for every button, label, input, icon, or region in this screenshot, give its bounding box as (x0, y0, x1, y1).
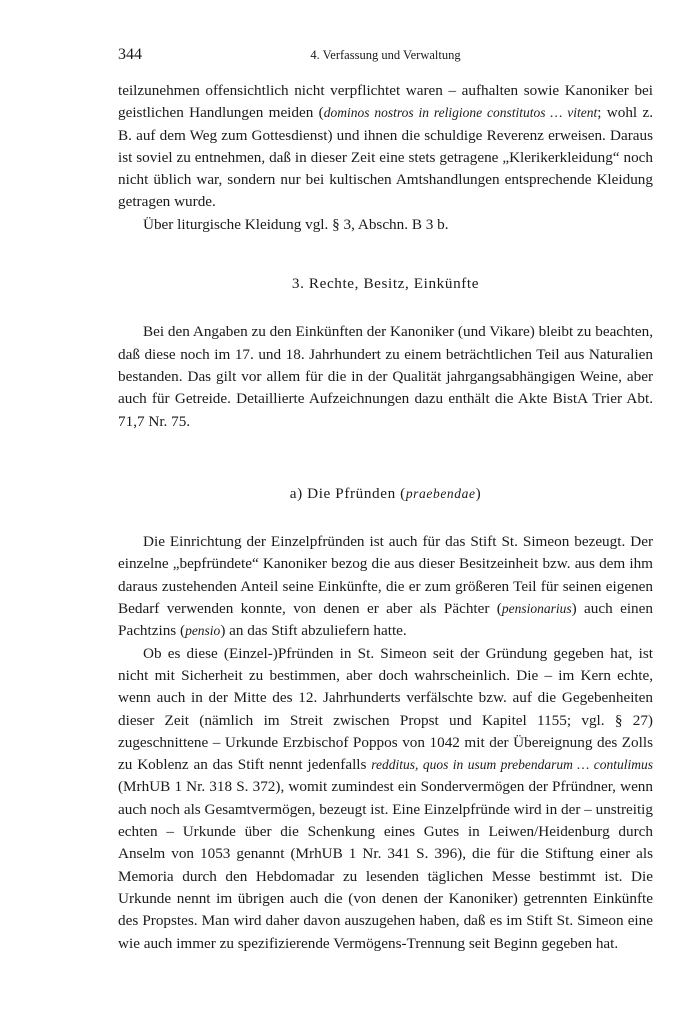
text-run: ) auch einen Pachtzins ( (118, 600, 653, 640)
text-run: Die Einrichtung der Einzelpfründen ist auch für das Stift St. Simeon bezeugt. Der einzelne „bepfründete“ Kanoniker bezog die aus dieser Besitzeinheit bzw. aus dem ihm daraus zustehenden Anteil seine Einkünfte, die er zum größeren Teil für seinen eigenen Bedarf verwenden konnte, von denen er aber als Pächter ( (118, 533, 653, 618)
text-run: ; wohl z. B. auf dem Weg zum Gottesdienst) und ihnen die schuldige Reverenz erweisen. Daraus ist soviel zu entnehmen, daß in dieser Zeit eine stets getragene „Klerikerkleidung“ noch nicht üblich war, sondern nur bei kultischen Amtshandlungen entsprechende Kleidung getragen wurde. (118, 104, 653, 211)
page-body (118, 80, 653, 955)
section-heading-3: 3. Rechte, Besitz, Einkünfte (291, 275, 480, 293)
page-header (118, 46, 653, 66)
text-run: ) an das Stift abzuliefern hatte. (220, 622, 407, 640)
latin-quote: redditus, quos in usum prebendarum … contulimus (371, 757, 653, 773)
latin-quote: dominos nostros in religione constitutos … vitent (323, 105, 598, 121)
latin-term: pensio (185, 623, 221, 639)
text-run: (MrhUB 1 Nr. 318 S. 372), womit zumindest ein Sondervermögen der Pfründner, wenn auch noch als Gesamtvermögen, bezeugt ist. Eine Einzelpfründe wird in der – unstreitig echten – Urkunde über die Schenkung eines Gutes in Leiwen/Heidenburg durch Anselm von 1053 genannt (MrhUB 1 Nr. 341 S. 396), die für die Stiftung einer als Memoria durch den Hebdomadar zu lesenden täglichen Messe bestimmt ist. Die Urkunde nennt im übrigen auch die (von denen der Kanoniker) getrennten Einkünfte des Propstes. Man wird daher davon auszugehen haben, daß es im Stift St. Simeon eine wie auch immer zu spezifizierende Vermögens-Trennung seit Beginn gegeben hat. (118, 778, 653, 952)
heading-close: ) (475, 484, 482, 502)
heading-text: a) Die Pfründen ( (289, 484, 406, 502)
subsection-a-paragraph-2 (118, 643, 653, 955)
subsection-heading-a (118, 483, 653, 505)
running-head: 4. Verfassung und Verwaltung (310, 48, 461, 62)
section3-paragraph-1: Bei den Angaben zu den Einkünften der Kanoniker (und Vikare) bleibt zu beachten, daß diese noch im 17. und 18. Jahrhundert zu einem beträchtlichen Teil aus Naturalien bestanden. Das gilt vor allem für die in der Qualität jahrgangsabhängigen Weine, aber auch für Getreide. Detaillierte Aufzeichnungen dazu enthält die Akte BistA Trier Abt. 71,7 Nr. 75. (118, 323, 653, 430)
page-number: 344 (118, 46, 142, 63)
subsection-a-paragraph-1 (118, 531, 653, 642)
text-run: teilzunehmen offensichtlich nicht verpflichtet waren – aufhalten sowie Kanoniker bei geistlichen Handlungen meiden ( (118, 82, 653, 122)
text-run: Ob es diese (Einzel-)Pfründen in St. Simeon seit der Gründung gegeben hat, ist nicht mit Sicherheit zu bestimmen, aber doch wahrscheinlich. Die – im Kern echte, wenn auch in der Mitte des 12. Jahrhunderts verfälschte bzw. auf die Gegebenheiten dieser Zeit (nämlich im Streit zwischen Propst und Kapitel 1155; vgl. § 27) zugeschnittene – Urkunde Erzbischof Poppos von 1042 mit der Übereignung des Zolls zu Koblenz an das Stift nennt jedenfalls (118, 644, 653, 774)
latin-term: pensionarius (501, 601, 572, 617)
intro-paragraph-2: Über liturgische Kleidung vgl. § 3, Abschn. B 3 b. (143, 215, 449, 233)
heading-latin: praebendae (405, 485, 476, 501)
intro-paragraph-1 (118, 80, 653, 214)
